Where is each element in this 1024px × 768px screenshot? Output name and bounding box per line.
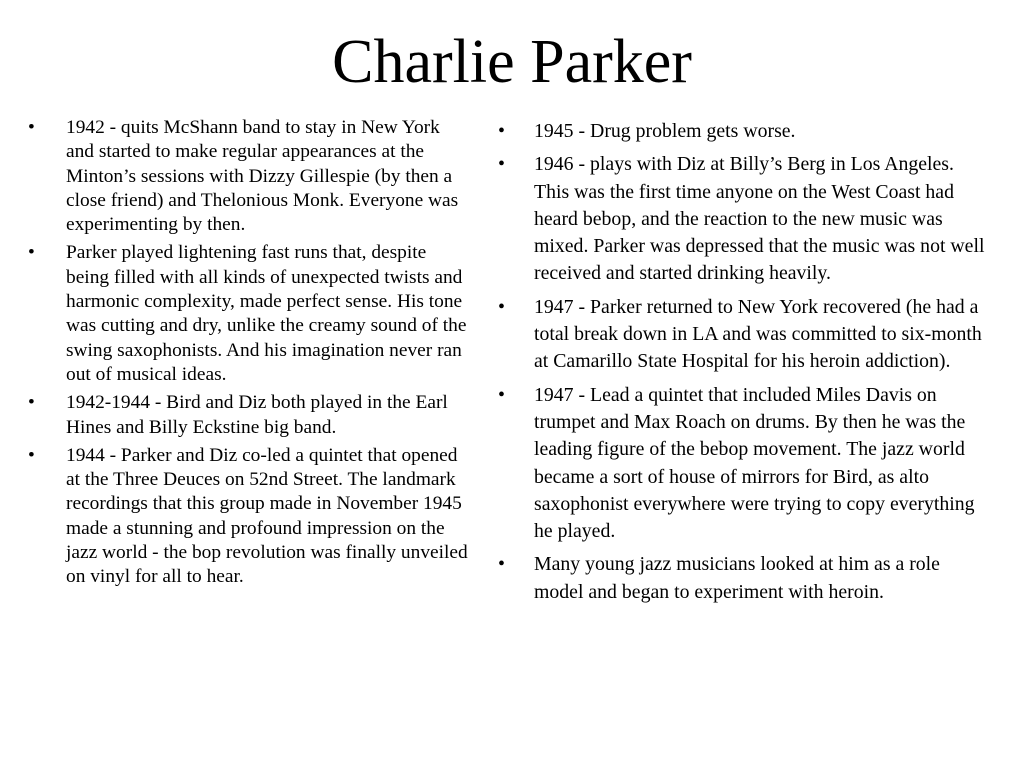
bullet-icon: • [28, 117, 35, 138]
list-item-text: 1946 - plays with Diz at Billy’s Berg in Los Angeles. This was the first time anyone on the West Coast had heard bebop, and the reaction to the new music was mixed. Parker was depressed that the music was not well received and started drinking heavily. [534, 153, 985, 285]
list-item-text: 1945 - Drug problem gets worse. [534, 120, 796, 142]
slide-title: Charlie Parker [332, 28, 692, 96]
list-item [28, 391, 468, 440]
bullet-icon: • [498, 553, 505, 576]
list-item [496, 551, 988, 606]
left-bullet-list [28, 116, 468, 594]
bullet-icon: • [498, 383, 505, 406]
list-item [496, 294, 988, 376]
list-item-text: Parker played lightening fast runs that, despite being filled with all kinds of unexpected twists and harmonic complexity, made perfect sense. His tone was cutting and dry, unlike the creamy sound of the swing saxophonists. And his imagination never ran out of musical ideas. [66, 242, 467, 385]
bullet-icon: • [28, 444, 35, 466]
list-item-text: 1944 - Parker and Diz co-led a quintet that opened at the Three Deuces on 52nd Street. The landmark recordings that this group made in November 1945 made a stunning and profound impression on the jazz world - the bop revolution was finally unveiled on vinyl for all to hear. [66, 444, 468, 588]
list-item-text: Many young jazz musicians looked at him as a role model and began to experiment with heroin. [534, 553, 940, 603]
list-item-text: 1947 - Lead a quintet that included Miles Davis on trumpet and Max Roach on drums. By then he was the leading figure of the bebop movement. The jazz world became a sort of house of mirrors for Bird, as alto saxophonist everywhere were trying to copy everything he played. [534, 383, 975, 543]
list-item [496, 151, 988, 287]
list-item [28, 116, 468, 237]
right-bullet-list [496, 118, 988, 612]
list-item-text: 1947 - Parker returned to New York recovered (he had a total break down in LA and was committed to six-month at Camarillo State Hospital for his heroin addiction). [534, 295, 982, 373]
bullet-icon: • [498, 295, 505, 318]
list-item-text: 1942 - quits McShann band to stay in New York and started to make regular appearances at the Minton’s sessions with Dizzy Gillespie (by then a close friend) and Thelonious Monk. Everyone was experimenting by then. [66, 117, 459, 236]
bullet-icon: • [498, 120, 505, 142]
list-item [496, 118, 988, 145]
list-item-text: 1942-1944 - Bird and Diz both played in the Earl Hines and Billy Eckstine big band. [66, 392, 448, 438]
list-item [28, 241, 468, 387]
bullet-icon: • [498, 153, 505, 176]
bullet-icon: • [28, 392, 35, 414]
list-item [28, 444, 468, 590]
bullet-icon: • [28, 242, 35, 264]
list-item [496, 382, 988, 546]
